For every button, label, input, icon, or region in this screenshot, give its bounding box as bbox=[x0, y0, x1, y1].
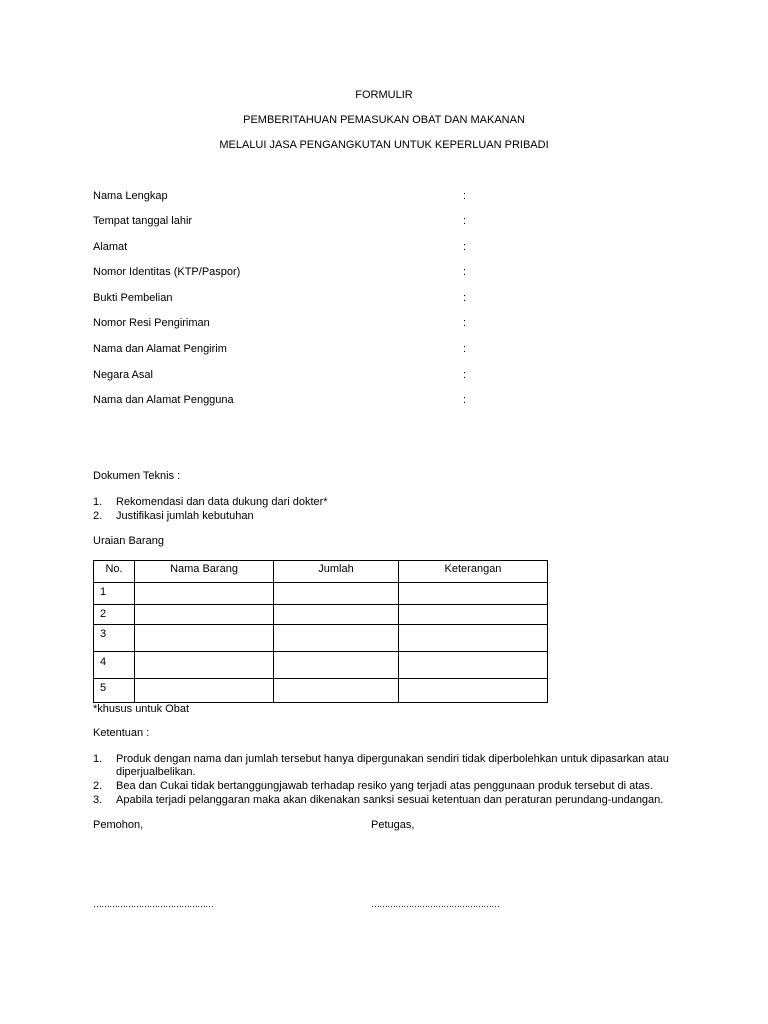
field-alamat bbox=[93, 241, 493, 255]
list-number: 2. bbox=[93, 510, 103, 522]
field-nama-lengkap bbox=[93, 190, 493, 204]
petugas-label: Petugas, bbox=[371, 819, 415, 831]
field-label: Nama Lengkap bbox=[93, 190, 168, 202]
cell-jumlah[interactable] bbox=[274, 679, 399, 703]
field-colon: : bbox=[463, 241, 467, 253]
field-colon: : bbox=[463, 292, 467, 304]
obat-footnote: *khusus untuk Obat bbox=[93, 703, 190, 715]
uraian-barang-heading: Uraian Barang bbox=[93, 535, 164, 547]
field-label: Bukti Pembelian bbox=[93, 292, 173, 304]
field-colon: : bbox=[463, 394, 467, 406]
row-number: 5 bbox=[94, 679, 135, 703]
column-header-jumlah: Jumlah bbox=[274, 561, 399, 583]
cell-keterangan[interactable] bbox=[399, 583, 548, 605]
field-tempat-tanggal-lahir bbox=[93, 215, 493, 229]
row-number: 4 bbox=[94, 652, 135, 679]
list-text-continued: diperjualbelikan. bbox=[116, 766, 196, 778]
cell-nama-barang[interactable] bbox=[135, 625, 274, 652]
field-label: Alamat bbox=[93, 241, 128, 253]
field-pengirim bbox=[93, 343, 493, 357]
field-label: Tempat tanggal lahir bbox=[93, 215, 193, 227]
cell-nama-barang[interactable] bbox=[135, 605, 274, 625]
list-text: Apabila terjadi pelanggaran maka akan dikenakan sanksi sesuai ketentuan dan peraturan perundang-undangan. bbox=[116, 794, 664, 806]
cell-nama-barang[interactable] bbox=[135, 583, 274, 605]
table-row bbox=[94, 679, 548, 703]
field-label: Nomor Identitas (KTP/Paspor) bbox=[93, 266, 241, 278]
table-row bbox=[94, 605, 548, 625]
column-header-no: No. bbox=[94, 561, 135, 583]
cell-keterangan[interactable] bbox=[399, 605, 548, 625]
list-item bbox=[93, 510, 328, 523]
row-number: 1 bbox=[94, 583, 135, 605]
cell-jumlah[interactable] bbox=[274, 652, 399, 679]
list-text: Produk dengan nama dan jumlah tersebut hanya dipergunakan sendiri tidak diperbolehkan untuk dipasarkan atau bbox=[116, 753, 669, 765]
table-header-row bbox=[94, 561, 548, 583]
field-colon: : bbox=[463, 215, 467, 227]
list-item bbox=[93, 780, 669, 793]
list-text: Rekomendasi dan data dukung dari dokter* bbox=[116, 496, 328, 508]
pemohon-signature-line: ……………………………………… bbox=[93, 899, 213, 909]
field-colon: : bbox=[463, 369, 467, 381]
list-number: 2. bbox=[93, 780, 103, 792]
field-colon: : bbox=[463, 343, 467, 355]
uraian-barang-table bbox=[93, 560, 548, 703]
cell-keterangan[interactable] bbox=[399, 652, 548, 679]
table-row bbox=[94, 652, 548, 679]
form-title: FORMULIR bbox=[355, 89, 413, 101]
field-label: Nama dan Alamat Pengirim bbox=[93, 343, 227, 355]
table-row bbox=[94, 625, 548, 652]
dokumen-teknis-list bbox=[93, 496, 328, 523]
field-colon: : bbox=[463, 266, 467, 278]
ketentuan-heading: Ketentuan : bbox=[93, 727, 150, 739]
cell-jumlah[interactable] bbox=[274, 605, 399, 625]
column-header-keterangan: Keterangan bbox=[399, 561, 548, 583]
ketentuan-list bbox=[93, 753, 669, 807]
field-colon: : bbox=[463, 317, 467, 329]
field-label: Negara Asal bbox=[93, 369, 153, 381]
field-negara-asal bbox=[93, 369, 493, 383]
cell-jumlah[interactable] bbox=[274, 583, 399, 605]
form-subtitle-2: MELALUI JASA PENGANGKUTAN UNTUK KEPERLUAN PRIBADI bbox=[219, 139, 549, 151]
pemohon-label: Pemohon, bbox=[93, 819, 144, 831]
field-nomor-identitas bbox=[93, 266, 493, 280]
cell-jumlah[interactable] bbox=[274, 625, 399, 652]
cell-nama-barang[interactable] bbox=[135, 679, 274, 703]
field-label: Nomor Resi Pengiriman bbox=[93, 317, 210, 329]
cell-nama-barang[interactable] bbox=[135, 652, 274, 679]
field-bukti-pembelian bbox=[93, 292, 493, 306]
list-text: Bea dan Cukai tidak bertanggungjawab terhadap resiko yang terjadi atas penggunaan produk tersebut di atas. bbox=[116, 780, 653, 792]
list-text: Justifikasi jumlah kebutuhan bbox=[116, 510, 254, 522]
list-number: 1. bbox=[93, 496, 103, 508]
list-number: 1. bbox=[93, 753, 103, 765]
field-colon: : bbox=[463, 190, 467, 202]
field-label: Nama dan Alamat Pengguna bbox=[93, 394, 234, 406]
field-nomor-resi bbox=[93, 317, 493, 331]
row-number: 2 bbox=[94, 605, 135, 625]
form-subtitle-1: PEMBERITAHUAN PEMASUKAN OBAT DAN MAKANAN bbox=[243, 114, 525, 126]
list-item bbox=[93, 496, 328, 509]
cell-keterangan[interactable] bbox=[399, 679, 548, 703]
column-header-nama-barang: Nama Barang bbox=[135, 561, 274, 583]
list-number: 3. bbox=[93, 794, 103, 806]
table-row bbox=[94, 583, 548, 605]
row-number: 3 bbox=[94, 625, 135, 652]
list-item bbox=[93, 794, 669, 807]
list-item bbox=[93, 753, 669, 779]
dokumen-teknis-heading: Dokumen Teknis : bbox=[93, 470, 181, 482]
petugas-signature-line: ………………………………………… bbox=[371, 899, 499, 909]
cell-keterangan[interactable] bbox=[399, 625, 548, 652]
field-pengguna bbox=[93, 394, 493, 408]
